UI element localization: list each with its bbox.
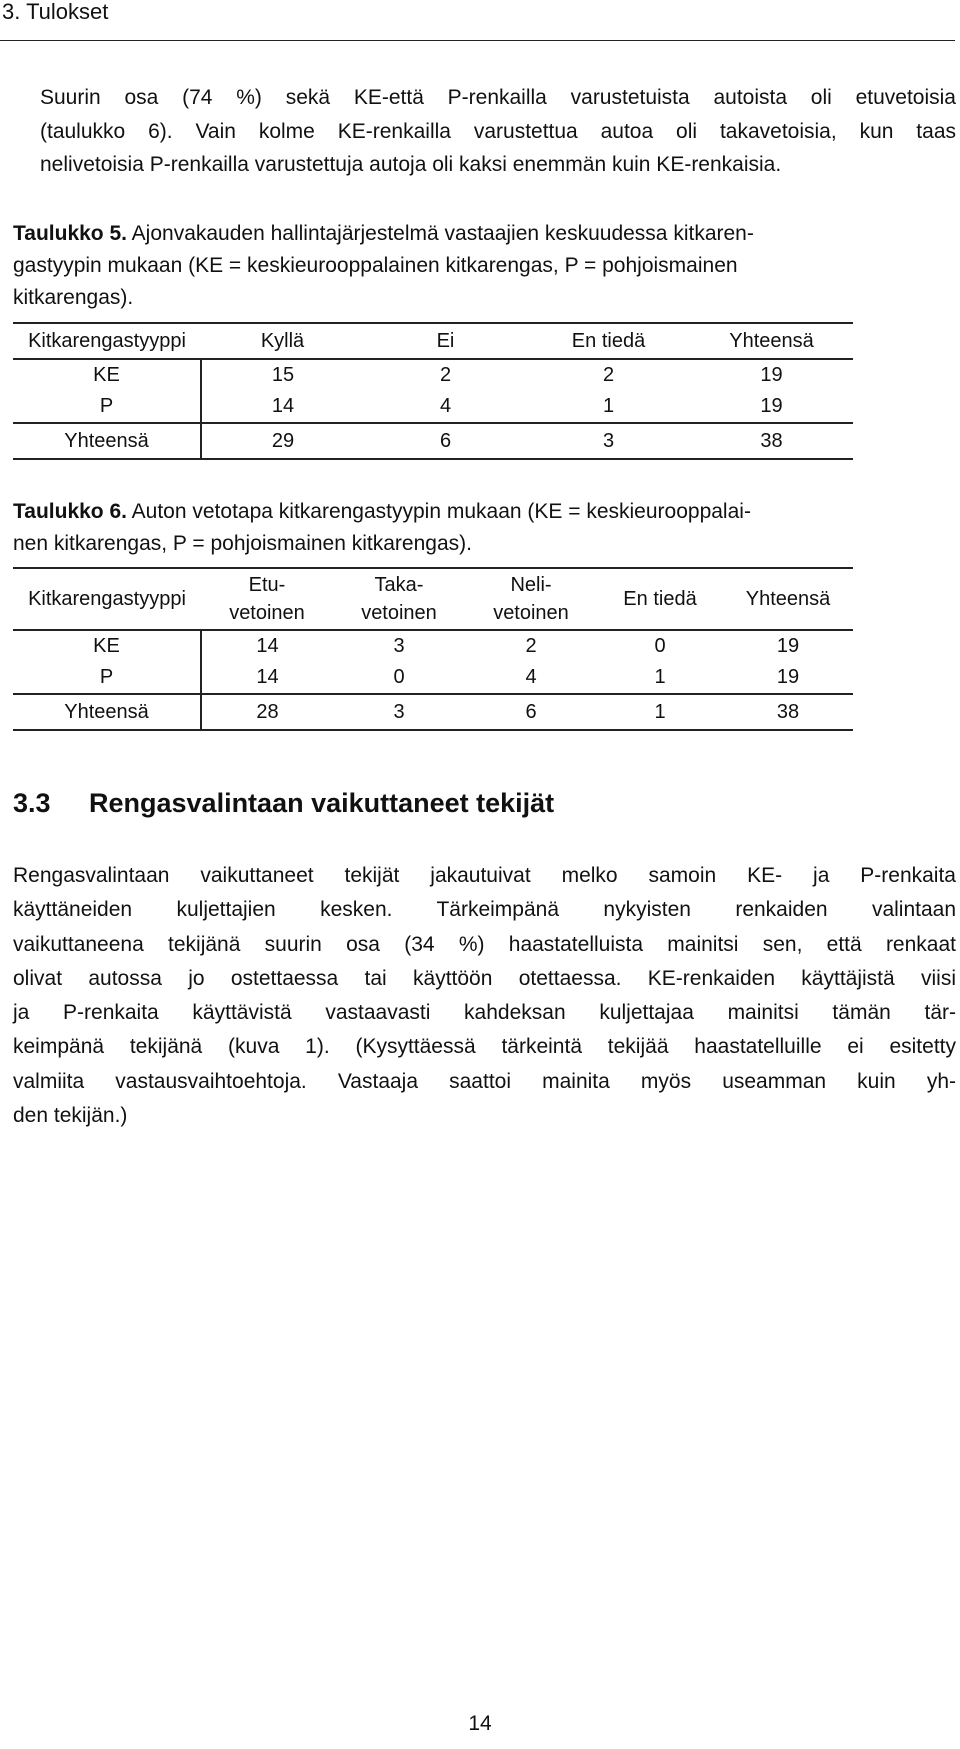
table5-cell: 29	[201, 423, 364, 459]
table6-header-cell: Yhteensä	[723, 568, 853, 630]
page-number: 14	[468, 1712, 492, 1735]
table5-header-cell: Kyllä	[201, 323, 364, 359]
body-line: valmiita vastausvaihtoehtoja. Vastaaja saattoi mainita myös useamman kuin yh-	[13, 1069, 956, 1093]
table6-header-cell	[333, 568, 465, 630]
table6-row-label: KE	[13, 630, 201, 662]
table5-cell: 3	[527, 423, 690, 459]
section-number: 3.3	[13, 788, 51, 818]
table5-total-row	[13, 423, 853, 459]
table5-caption	[13, 218, 913, 314]
table6	[13, 567, 853, 731]
intro-line: (taulukko 6). Vain kolme KE-renkailla varustettua autoa oli takavetoisia, kun taas	[40, 119, 956, 143]
table6-cell: 3	[393, 635, 405, 657]
header-line: vetoinen	[361, 602, 437, 624]
table6-cell: 0	[393, 666, 405, 688]
table-row	[13, 391, 853, 423]
table5-caption-label: Taulukko 5.	[13, 222, 127, 245]
table6-cell: 28	[201, 694, 333, 730]
table6-caption-text: Auton vetotapa kitkarengastyypin mukaan (KE = keskieurooppalai-	[126, 500, 751, 523]
intro-line: nelivetoisia P-renkailla varustettuja autoja oli kaksi enemmän kuin KE-renkaisia.	[40, 153, 782, 176]
table5-header-cell: Kitkarengastyyppi	[13, 323, 201, 359]
table5-caption-line: kitkarengas).	[13, 286, 134, 309]
table6-cell: 19	[776, 666, 800, 688]
table6-cell: 4	[525, 666, 537, 688]
section-title: Rengasvalintaan vaikuttaneet tekijät	[89, 788, 555, 818]
table6-cell: 6	[465, 694, 597, 730]
table5-header-cell: Ei	[364, 323, 527, 359]
table5-caption-line: gastyypin mukaan (KE = keskieurooppalainen kitkarengas, P = pohjoismainen	[13, 254, 738, 277]
table5	[13, 322, 853, 460]
table6-caption-line: nen kitkarengas, P = pohjoismainen kitkarengas).	[13, 532, 472, 555]
body-line: den tekijän.)	[13, 1104, 128, 1128]
table-row	[13, 359, 853, 391]
header-line: Etu-	[248, 574, 286, 596]
header-line: vetoinen	[229, 602, 305, 624]
table5-cell: 19	[760, 395, 783, 417]
chapter-header	[0, 0, 955, 41]
table-row	[13, 662, 853, 694]
table6-caption	[13, 496, 913, 560]
table5-cell: 2	[439, 364, 452, 386]
body-line: vaikuttaneena tekijänä suurin osa (34 %) haastatelluista mainitsi sen, että renkaat	[13, 932, 956, 956]
table5-cell: 14	[271, 395, 295, 417]
table6-cell: 0	[654, 635, 666, 657]
table6-cell: 1	[597, 694, 723, 730]
section-body	[13, 859, 956, 1133]
header-line: Neli-	[510, 574, 552, 596]
table6-caption-label: Taulukko 6.	[13, 500, 127, 523]
table5-cell: 6	[364, 423, 527, 459]
table6-header-row	[13, 568, 853, 630]
table5-header-row	[13, 323, 853, 359]
table6-row-label: Yhteensä	[13, 694, 201, 730]
table5-cell: 15	[271, 364, 295, 386]
table5-cell: 4	[439, 395, 452, 417]
table5-header-cell: En tiedä	[527, 323, 690, 359]
table5-cell: 38	[690, 423, 853, 459]
body-line: olivat autossa jo ostettaessa tai käyttöön otettaessa. KE-renkaiden käyttäjistä viisi	[13, 966, 956, 990]
table6-cell: 14	[256, 635, 279, 657]
table6-cell: 2	[525, 635, 537, 657]
intro-line: Suurin osa (74 %) sekä KE-että P-renkailla varustetuista autoista oli etuvetoisia	[40, 86, 956, 109]
table6-header-cell	[201, 568, 333, 630]
table6-cell: 3	[333, 694, 465, 730]
body-line: Rengasvalintaan vaikuttaneet tekijät jakautuivat melko samoin KE- ja P-renkaita	[13, 864, 956, 887]
table6-header-cell: Kitkarengastyyppi	[13, 568, 201, 630]
table6-caption-line	[13, 496, 913, 528]
table5-cell: 1	[602, 395, 615, 417]
table5-caption-line	[13, 218, 913, 250]
table6-row-label: P	[13, 662, 201, 694]
intro-paragraph	[40, 81, 956, 182]
table-row	[13, 630, 853, 662]
table5-caption-text: Ajonvakauden hallintajärjestelmä vastaajien keskuudessa kitkaren-	[126, 222, 754, 245]
section-heading	[13, 788, 554, 819]
table5-row-label: Yhteensä	[13, 423, 201, 459]
chapter-title: 3. Tulokset	[2, 0, 109, 24]
table6-cell: 14	[256, 666, 279, 688]
table6-cell: 1	[654, 666, 666, 688]
table6-total-row	[13, 694, 853, 730]
body-line: käyttäneiden kuljettajien kesken. Tärkeimpänä nykyisten renkaiden valintaan	[13, 898, 956, 922]
table5-cell: 2	[602, 364, 615, 386]
table5-row-label: KE	[13, 359, 201, 391]
header-line: vetoinen	[493, 602, 569, 624]
table6-header-cell: En tiedä	[597, 568, 723, 630]
table6-cell: 19	[776, 635, 800, 657]
header-line: Taka-	[374, 574, 424, 596]
table5-cell: 19	[760, 364, 783, 386]
table5-row-label: P	[13, 391, 201, 423]
body-line: ja P-renkaita käyttävistä vastaavasti kahdeksan kuljettajaa mainitsi tämän tär-	[13, 1001, 956, 1025]
table6-header-cell	[465, 568, 597, 630]
body-line: keimpänä tekijänä (kuva 1). (Kysyttäessä tärkeintä tekijää haastatelluille ei esitetty	[13, 1035, 956, 1059]
table5-header-cell: Yhteensä	[690, 323, 853, 359]
table6-cell: 38	[723, 694, 853, 730]
